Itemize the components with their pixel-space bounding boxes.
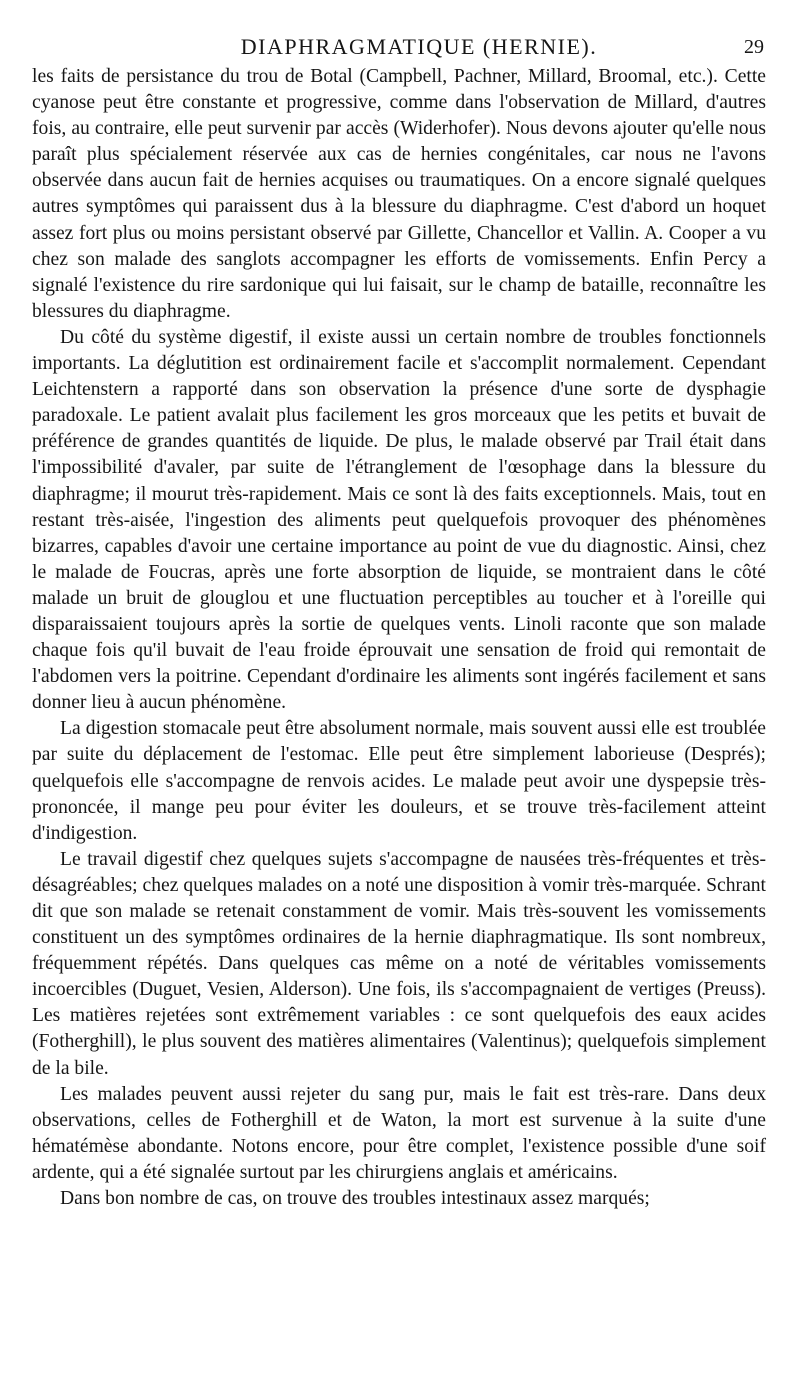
paragraph-systeme-digestif: Du côté du système digestif, il existe aussi un certain nombre de troubles fonctionnels importants. La déglutition est ordinairement facile et s'accomplit normalement. Cependant Leichtenstern a rapporté dans son observation la présence d'une sorte de dysphagie paradoxale. Le patient avalait plus facilement les gros morceaux que les petits et buvait de préférence de grandes quantités de liquide. De plus, le malade observé par Trail était dans l'impossibilité d'avaler, par suite de l'étranglement de l'œsophage dans la blessure du diaphragme; il mourut très-rapidement. Mais ce sont là des faits exceptionnels. Mais, tout en restant très-aisée, l'ingestion des aliments peut quelquefois provoquer des phénomènes bizarres, capables d'avoir une certaine importance au point de vue du diagnostic. Ainsi, chez le malade de Foucras, après une forte absorption de liquide, se montraient dans le côté malade un bruit de glouglou et une fluctuation perceptibles au toucher et à l'oreille qui disparaissaient toujours après la sortie de quelques vents. Linoli raconte que son malade chaque fois qu'il buvait de l'eau froide éprouvait une sensation de froid qui remontait de l'abdomen vers la poitrine. Cependant d'ordinaire les aliments sont ingérés facilement et sans donner lieu à aucun phénomène. xyxy=(32,326,766,714)
page-number: 29 xyxy=(744,36,764,58)
running-title: DIAPHRAGMATIQUE (HERNIE). xyxy=(240,34,598,59)
body-text xyxy=(32,64,766,1212)
paragraph-rejet-sang: Les malades peuvent aussi rejeter du sang pur, mais le fait est très-rare. Dans deux observations, celles de Fotherghill et de Waton, la mort est survenue à la suite d'une hématémèse abondante. Notons encore, pour être complet, l'existence possible d'une soif ardente, qui a été signalée surtout par les chirurgiens anglais et américains. xyxy=(32,1083,766,1183)
paragraph-digestion-stomacale: La digestion stomacale peut être absolument normale, mais souvent aussi elle est troublée par suite du déplacement de l'estomac. Elle peut être simplement laborieuse (Després); quelquefois elle s'accompagne de renvois acides. Le malade peut avoir une dyspepsie très-prononcée, il mange peu pour éviter les douleurs, et se trouve très-facilement atteint d'indigestion. xyxy=(32,718,766,844)
paragraph-continuation: les faits de persistance du trou de Botal (Campbell, Pachner, Millard, Broomal, etc.). Cette cyanose peut être constante et progressive, comme dans l'observation de Millard, d'autres fois, au contraire, elle peut survenir par accès (Widerhofer). Nous devons ajouter qu'elle nous paraît plus spécialement réservée aux cas de hernies congénitales, car nous ne l'avons observée dans aucun fait de hernies acquises ou traumatiques. On a encore signalé quelques autres symptômes qui paraissent dus à la blessure du diaphragme. C'est d'abord un hoquet assez fort plus ou moins persistant observé par Gillette, Chancellor et Vallin. A. Cooper a vu chez son malade des sanglots accompagner les efforts de vomissements. Enfin Percy a signalé l'existence du rire sardonique qui lui faisait, sur le champ de bataille, reconnaître les blessures du diaphragme. xyxy=(32,66,766,322)
paragraph-travail-digestif: Le travail digestif chez quelques sujets s'accompagne de nausées très-fréquentes et très-désagréables; chez quelques malades on a noté une disposition à vomir très-marquée. Schrant dit que son malade se retenait constamment de vomir. Mais très-souvent les vomissements constituent un des symptômes ordinaires de la hernie diaphragmatique. Ils sont nombreux, fréquemment répétés. Dans quelques cas même on a noté de véritables vomissements incoercibles (Duguet, Vesien, Alderson). Une fois, ils s'accompagnaient de vertiges (Preuss). Les matières rejetées sont extrêmement variables : ce sont quelquefois des eaux acides (Fotherghill), le plus souvent des matières alimentaires (Valentinus); quelquefois simplement de la bile. xyxy=(32,848,766,1079)
running-head xyxy=(32,30,766,64)
paragraph-troubles-intestinaux: Dans bon nombre de cas, on trouve des troubles intestinaux assez marqués; xyxy=(60,1188,650,1210)
